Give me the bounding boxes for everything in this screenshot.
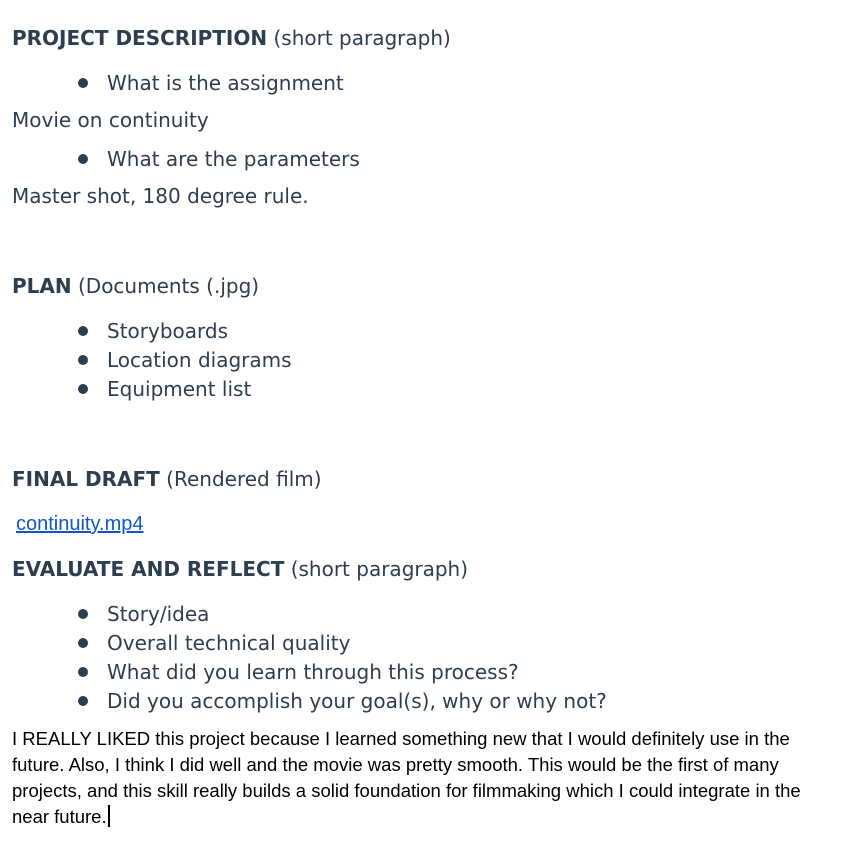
final-draft-heading [12,466,322,492]
bullet-icon [78,326,88,336]
text-cursor [108,805,110,827]
list-item [78,630,350,656]
list-item [78,376,251,402]
list-item-label: Equipment list [107,377,252,401]
bullet-icon [78,667,88,677]
section-title: PROJECT DESCRIPTION [12,26,268,50]
section-title: EVALUATE AND REFLECT [12,557,285,581]
list-item-label: Did you accomplish your goal(s), why or why not? [107,689,607,713]
bullet-icon [78,154,88,164]
list-item-label: What are the parameters [107,147,360,171]
list-item-label: Location diagrams [107,348,292,372]
list-item-label: What did you learn through this process? [107,660,519,684]
project-description-heading [12,25,451,51]
section-title: PLAN [12,274,72,298]
section-note: (short paragraph) [290,557,469,581]
list-item-label: Story/idea [107,602,210,626]
section-title: FINAL DRAFT [12,467,160,491]
list-item [78,318,228,344]
list-item [78,70,344,96]
list-item [78,601,209,627]
list-item [78,688,607,714]
answer-text: Master shot, 180 degree rule. [12,184,309,208]
section-note: (Documents (.jpg) [77,274,260,298]
reflection-response[interactable] [12,726,840,830]
section-note: (Rendered film) [166,467,322,491]
video-file-link[interactable]: continuity.mp4 [16,513,144,535]
list-item [78,659,519,685]
bullet-icon [78,696,88,706]
list-item [78,347,292,373]
bullet-icon [78,609,88,619]
list-item-label: What is the assignment [107,71,344,95]
evaluate-heading [12,556,468,582]
bullet-icon [78,78,88,88]
bullet-icon [78,638,88,648]
section-note: (short paragraph) [273,26,451,50]
bullet-icon [78,384,88,394]
answer-text: Movie on continuity [12,108,209,132]
list-item-label: Storyboards [107,319,229,343]
list-item [78,146,360,172]
plan-heading [12,273,259,299]
bullet-icon [78,355,88,365]
list-item-label: Overall technical quality [107,631,351,655]
reflection-text: I REALLY LIKED this project because I learned something new that I would definitely use in the future. Also, I think I did well and the movie was pretty smooth. This would be the first of many projects, and this skill really builds a solid foundation for filmmaking which I could integrate in the near future. [12,728,801,827]
